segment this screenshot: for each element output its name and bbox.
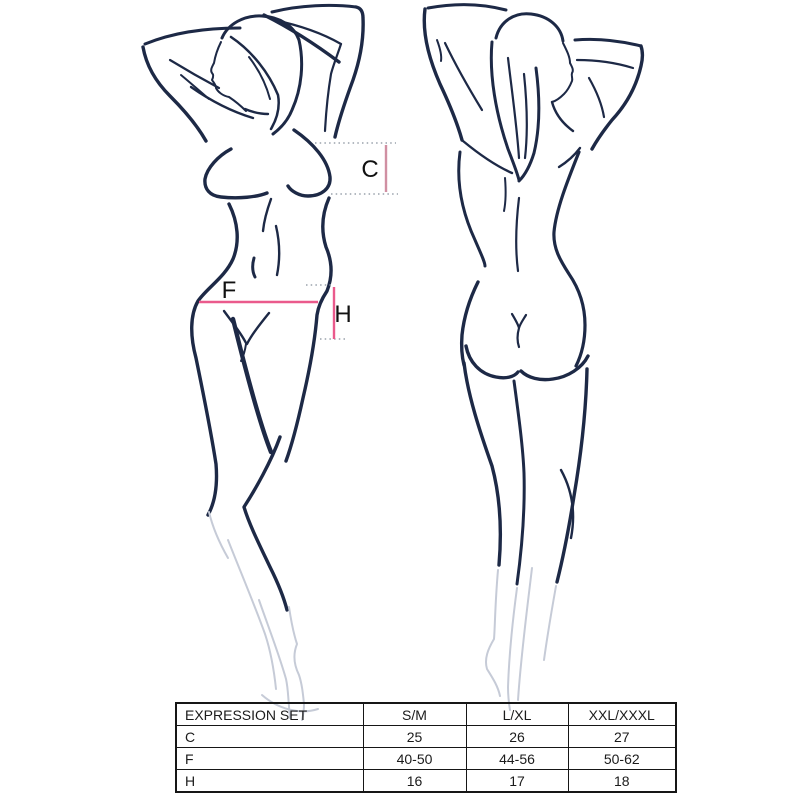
- table-cell: 26: [466, 726, 568, 748]
- table-cell: 17: [466, 770, 568, 793]
- table-cell: 50-62: [568, 748, 676, 770]
- table-header-size-xxl: XXL/XXXL: [568, 703, 676, 726]
- table-cell: 44-56: [466, 748, 568, 770]
- back-figure-faded-lines: [486, 568, 556, 710]
- table-row-c: [176, 726, 676, 748]
- table-cell: 25: [363, 726, 466, 748]
- row-label-f: F: [176, 748, 363, 770]
- row-label-h: H: [176, 770, 363, 793]
- chest-measure-label: C: [361, 156, 379, 183]
- height-measure-label: H: [334, 301, 352, 328]
- front-figure-faded-lines: [209, 512, 318, 720]
- table-cell: 27: [568, 726, 676, 748]
- table-row-h: [176, 770, 676, 793]
- table-row-f: [176, 748, 676, 770]
- size-table-header-row: [176, 703, 676, 726]
- table-cell: 40-50: [363, 748, 466, 770]
- hips-measure-label: F: [221, 277, 237, 304]
- back-figure-drawing: [424, 4, 642, 584]
- measurement-markers: [199, 143, 398, 339]
- table-cell: 16: [363, 770, 466, 793]
- hip-height-measure-marker: [306, 285, 352, 339]
- table-header-size-sm: S/M: [363, 703, 466, 726]
- row-label-c: C: [176, 726, 363, 748]
- table-header-set-name: EXPRESSION SET: [176, 703, 363, 726]
- size-table: [175, 702, 677, 793]
- table-cell: 18: [568, 770, 676, 793]
- front-figure-drawing: [143, 5, 363, 610]
- table-header-size-lxl: L/XL: [466, 703, 568, 726]
